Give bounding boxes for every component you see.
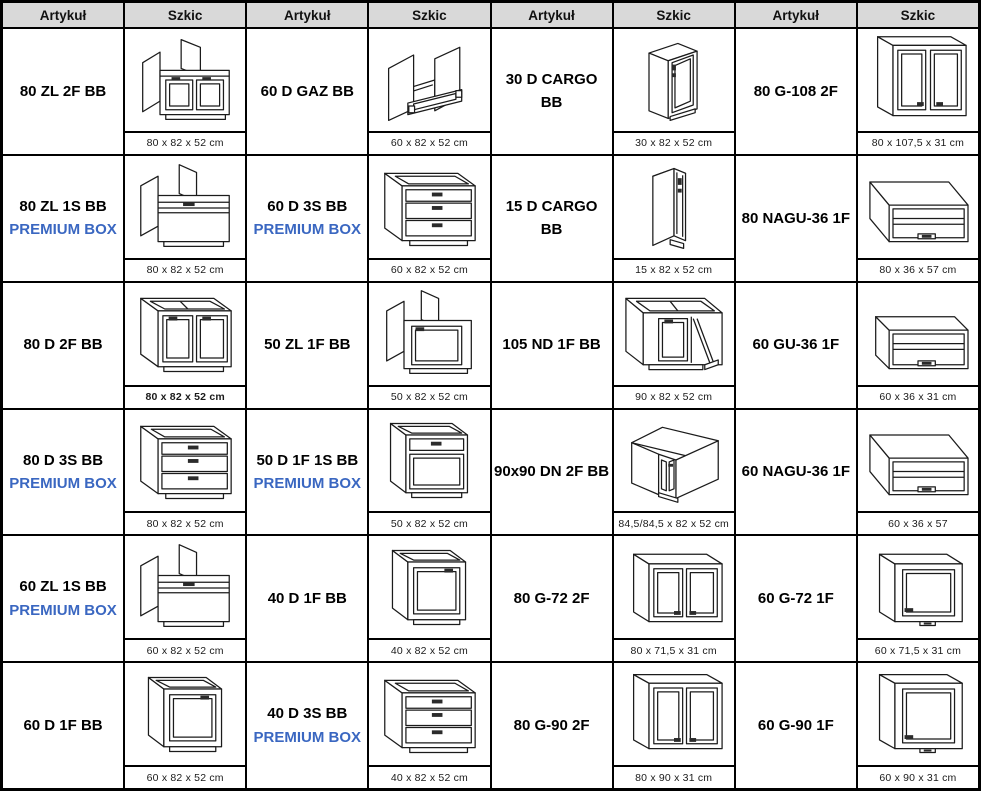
- dimensions-label: 40 x 82 x 52 cm: [369, 638, 489, 661]
- sketch-cell: [858, 29, 978, 154]
- article-code: 60 G-72 1F: [757, 590, 834, 608]
- sketch-cell: [614, 663, 734, 788]
- dimensions-label: 80 x 82 x 52 cm: [125, 258, 245, 281]
- sketch-cell: [369, 29, 489, 154]
- article-cell: [736, 283, 856, 408]
- dimensions-label: 60 x 82 x 52 cm: [125, 765, 245, 788]
- base-3drawers-sketch: [369, 156, 489, 258]
- sketch-cell: [125, 283, 245, 408]
- dimensions-label: 50 x 82 x 52 cm: [369, 385, 489, 408]
- dimensions-label: 30 x 82 x 52 cm: [614, 131, 734, 154]
- article-code: 80 G-72 2F: [513, 590, 590, 608]
- dimensions-label: 80 x 82 x 52 cm: [125, 385, 245, 408]
- article-cell: [492, 29, 612, 154]
- nagu-flip-deep-sketch: [858, 410, 978, 512]
- wall-1door-mid-sketch: [858, 663, 978, 765]
- article-code: 60 GU-36 1F: [752, 336, 840, 354]
- sketch-cell: [125, 663, 245, 788]
- dimensions-label: 80 x 36 x 57 cm: [858, 258, 978, 281]
- article-code: 80 G-108 2F: [753, 82, 838, 100]
- article-cell: [3, 536, 123, 661]
- sketch-cell: [858, 663, 978, 788]
- sketch-cell: [614, 156, 734, 281]
- article-code: 15 D CARGO BB: [505, 197, 598, 239]
- sketch-cell: [858, 283, 978, 408]
- premium-box-label: PREMIUM BOX: [253, 728, 362, 746]
- article-code: 30 D CARGO BB: [505, 71, 598, 112]
- premium-box-label: PREMIUM BOX: [9, 221, 117, 239]
- article-code: 40 D 1F BB: [267, 590, 347, 608]
- article-code: 80 G-90 2F: [513, 716, 590, 734]
- sketch-cell: [125, 29, 245, 154]
- article-code: 90x90 DN 2F BB: [494, 463, 610, 481]
- article-code: 40 D 3S BB: [267, 705, 348, 723]
- article-cell: [736, 536, 856, 661]
- dimensions-label: 80 x 71,5 x 31 cm: [614, 638, 734, 661]
- article-code: 80 ZL 2F BB: [19, 82, 107, 100]
- article-code: 50 D 1F 1S BB: [256, 451, 359, 469]
- article-cell: [3, 29, 123, 154]
- corner-base-nd-sketch: [614, 283, 734, 385]
- oven-base-open-sketch: [369, 29, 489, 131]
- base-3drawers-sketch: [125, 410, 245, 512]
- cargo-base-narrow-sketch: [614, 29, 734, 131]
- article-cell: [492, 156, 612, 281]
- article-code: 80 D 2F BB: [23, 336, 103, 354]
- base-2door-sketch: [125, 283, 245, 385]
- article-code: 80 ZL 1S BB: [19, 197, 107, 215]
- dimensions-label: 80 x 107,5 x 31 cm: [858, 131, 978, 154]
- article-cell: [3, 663, 123, 788]
- dimensions-label: 90 x 82 x 52 cm: [614, 385, 734, 408]
- dimensions-label: 60 x 82 x 52 cm: [369, 131, 489, 154]
- base-1door-1drawer-sketch: [369, 410, 489, 512]
- sketch-cell: [614, 410, 734, 535]
- sketch-cell: [369, 410, 489, 535]
- dimensions-label: 50 x 82 x 52 cm: [369, 511, 489, 534]
- article-code: 60 ZL 1S BB: [19, 578, 107, 596]
- sink-base-1drawer-sketch: [125, 536, 245, 638]
- dimensions-label: 80 x 82 x 52 cm: [125, 511, 245, 534]
- article-cell: [247, 536, 367, 661]
- article-code: 60 D 1F BB: [23, 716, 103, 734]
- dimensions-label: 60 x 82 x 52 cm: [125, 638, 245, 661]
- article-code: 60 D 3S BB: [267, 197, 348, 215]
- sketch-cell: [858, 536, 978, 661]
- sketch-cell: [125, 410, 245, 535]
- sink-base-1door-sketch: [369, 283, 489, 385]
- article-cell: [736, 410, 856, 535]
- article-code: 50 ZL 1F BB: [264, 336, 351, 354]
- premium-box-label: PREMIUM BOX: [253, 474, 362, 492]
- article-cell: [3, 283, 123, 408]
- dimensions-label: 60 x 36 x 31 cm: [858, 385, 978, 408]
- dimensions-label: 15 x 82 x 52 cm: [614, 258, 734, 281]
- dimensions-label: 40 x 82 x 52 cm: [369, 765, 489, 788]
- sketch-cell: [858, 156, 978, 281]
- sketch-cell: [369, 283, 489, 408]
- sketch-cell: [369, 536, 489, 661]
- column-header-article: Artykuł: [247, 3, 367, 27]
- wall-2door-short-sketch: [614, 536, 734, 638]
- nagu-flip-deep-sketch: [858, 156, 978, 258]
- article-cell: [3, 156, 123, 281]
- article-cell: [247, 29, 367, 154]
- article-cell: [247, 283, 367, 408]
- column-header-sketch: Szkic: [369, 3, 489, 27]
- article-cell: [736, 156, 856, 281]
- premium-box-label: PREMIUM BOX: [253, 221, 362, 239]
- column-header-sketch: Szkic: [858, 3, 978, 27]
- gu-flip-sketch: [858, 283, 978, 385]
- article-cell: [3, 410, 123, 535]
- article-cell: [247, 410, 367, 535]
- column-header-article: Artykuł: [492, 3, 612, 27]
- sketch-cell: [125, 156, 245, 281]
- dimensions-label: 60 x 90 x 31 cm: [858, 765, 978, 788]
- wall-1door-short-sketch: [858, 536, 978, 638]
- article-cell: [247, 663, 367, 788]
- sink-base-2door-sketch: [125, 29, 245, 131]
- wall-2door-mid-sketch: [614, 663, 734, 765]
- dimensions-label: 60 x 36 x 57: [858, 511, 978, 534]
- corner-base-dn-sketch: [614, 410, 734, 512]
- wall-2door-tall-sketch: [858, 29, 978, 131]
- article-code: 60 NAGU-36 1F: [741, 463, 850, 481]
- sketch-cell: [369, 156, 489, 281]
- article-code: 80 D 3S BB: [23, 451, 104, 469]
- dimensions-label: 80 x 90 x 31 cm: [614, 765, 734, 788]
- dimensions-label: 84,5/84,5 x 82 x 52 cm: [614, 511, 734, 534]
- dimensions-label: 60 x 82 x 52 cm: [369, 258, 489, 281]
- dimensions-label: 60 x 71,5 x 31 cm: [858, 638, 978, 661]
- article-cell: [492, 283, 612, 408]
- article-cell: [492, 536, 612, 661]
- premium-box-label: PREMIUM BOX: [9, 601, 117, 619]
- sketch-cell: [614, 536, 734, 661]
- article-code: 80 NAGU-36 1F: [741, 209, 850, 227]
- cargo-base-slim-sketch: [614, 156, 734, 258]
- article-cell: [492, 410, 612, 535]
- sink-base-1drawer-sketch: [125, 156, 245, 258]
- column-header-sketch: Szkic: [125, 3, 245, 27]
- premium-box-label: PREMIUM BOX: [9, 474, 117, 492]
- base-3drawers-sketch: [369, 663, 489, 765]
- dimensions-label: 80 x 82 x 52 cm: [125, 131, 245, 154]
- article-code: 105 ND 1F BB: [502, 336, 601, 354]
- article-cell: [492, 663, 612, 788]
- sketch-cell: [614, 283, 734, 408]
- article-cell: [736, 663, 856, 788]
- sketch-cell: [614, 29, 734, 154]
- sketch-cell: [858, 410, 978, 535]
- article-code: 60 D GAZ BB: [260, 82, 354, 100]
- column-header-sketch: Szkic: [614, 3, 734, 27]
- base-1door-sketch: [125, 663, 245, 765]
- article-code: 60 G-90 1F: [757, 716, 834, 734]
- base-1door-sketch: [369, 536, 489, 638]
- article-cell: [247, 156, 367, 281]
- column-header-article: Artykuł: [3, 3, 123, 27]
- article-cell: [736, 29, 856, 154]
- sketch-cell: [369, 663, 489, 788]
- sketch-cell: [125, 536, 245, 661]
- column-header-article: Artykuł: [736, 3, 856, 27]
